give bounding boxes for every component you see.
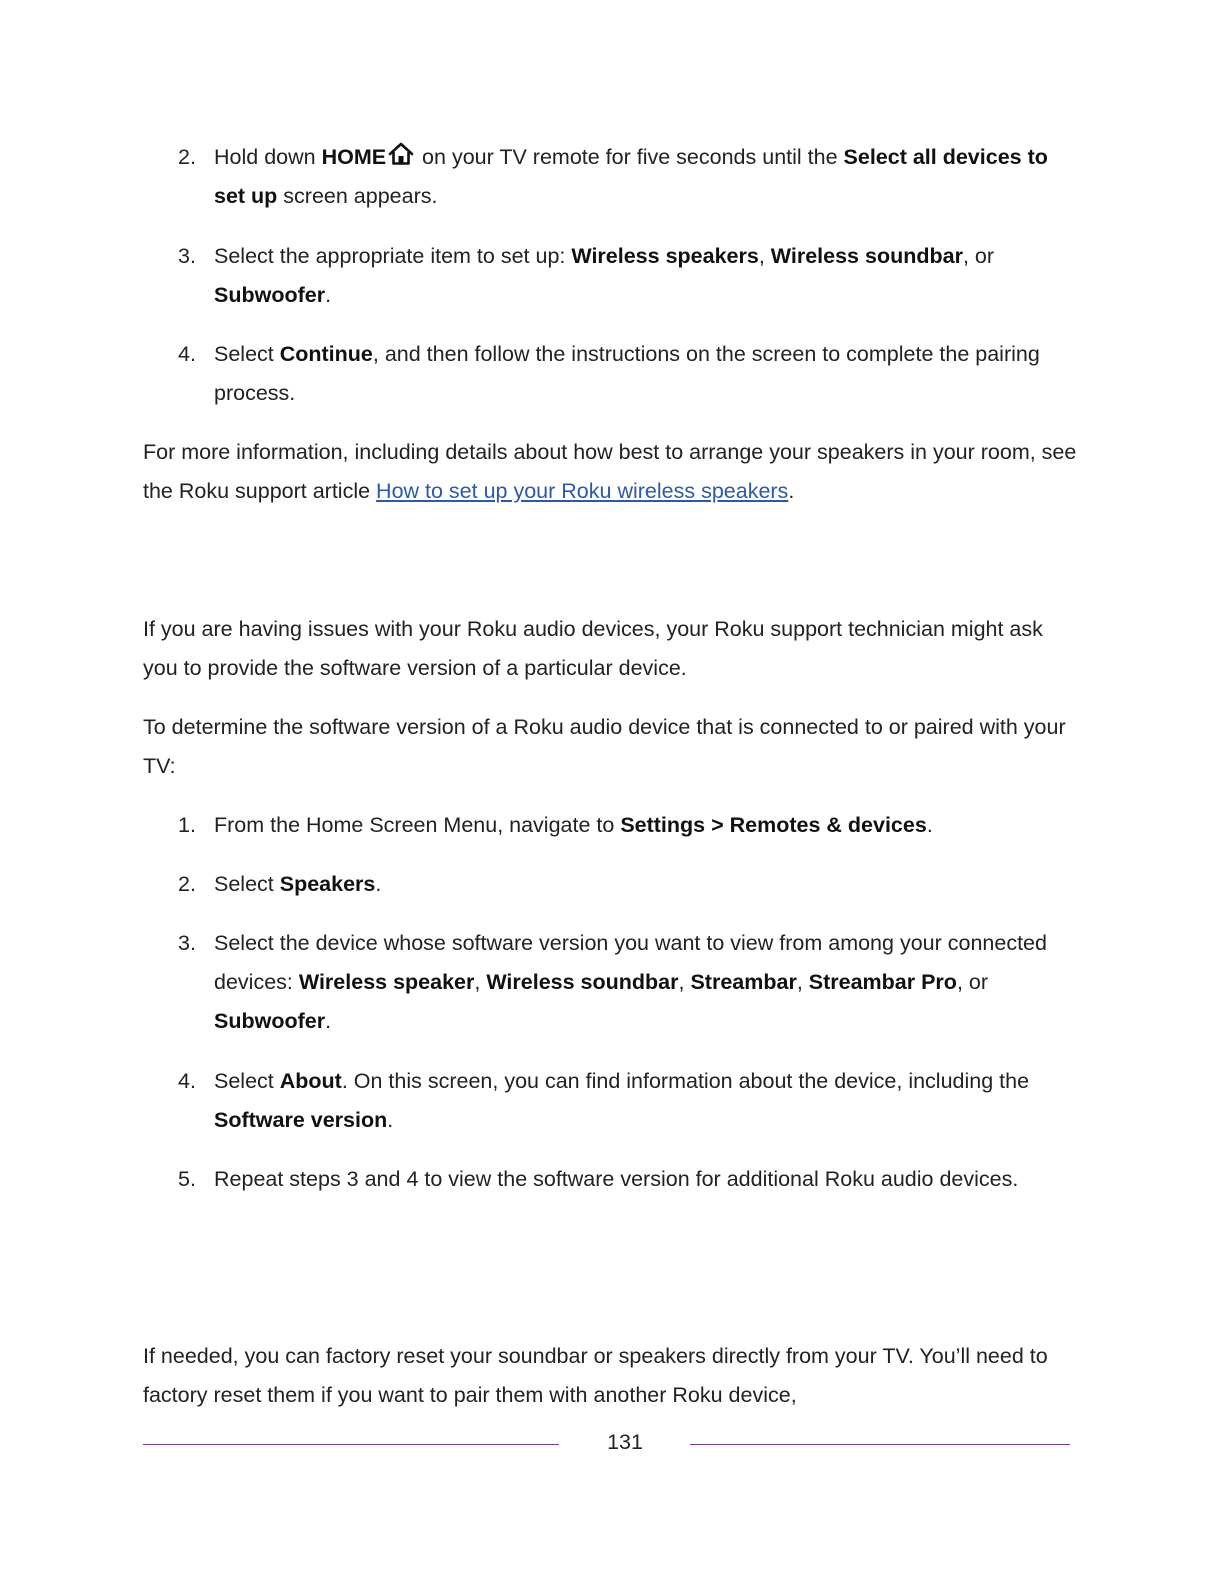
step-text: Select Speakers.	[214, 872, 382, 896]
step-number: 1.	[178, 813, 196, 837]
step-number: 4.	[178, 1069, 196, 1093]
step-text: Select About. On this screen, you can find information about the device, including the Software version.	[214, 1069, 1030, 1132]
step-number: 3.	[178, 244, 196, 268]
issues-paragraph: If you are having issues with your Roku audio devices, your Roku support technician might ask you to provide the software version of a particular device.	[143, 617, 1043, 680]
step-text: Repeat steps 3 and 4 to view the software version for additional Roku audio devices.	[214, 1167, 1019, 1191]
footer-rule-right	[690, 1444, 1070, 1445]
reset-paragraph: If needed, you can factory reset your soundbar or speakers directly from your TV. You’ll need to factory reset them if you want to pair them with another Roku device,	[143, 1344, 1048, 1407]
support-article-link[interactable]: How to set up your Roku wireless speakers	[376, 479, 789, 503]
step-number: 2.	[178, 872, 196, 896]
step-number: 4.	[178, 342, 196, 366]
footer-rule-left	[143, 1444, 559, 1445]
step-text: From the Home Screen Menu, navigate to Settings > Remotes & devices.	[214, 813, 933, 837]
step-number: 2.	[178, 145, 196, 169]
more-info-paragraph: For more information, including details about how best to arrange your speakers in your room, see the Roku support article How to set up your Roku wireless speakers.	[143, 440, 1077, 503]
home-icon	[388, 141, 414, 167]
determine-paragraph: To determine the software version of a Roku audio device that is connected to or paired with your TV:	[143, 715, 1066, 778]
step-number: 5.	[178, 1167, 196, 1191]
step-text: Select Continue, and then follow the instructions on the screen to complete the pairing process.	[214, 342, 1040, 405]
step-number: 3.	[178, 931, 196, 955]
step-text: Select the appropriate item to set up: Wireless speakers, Wireless soundbar, or Subwoofer.	[214, 244, 995, 307]
page-number: 131	[607, 1430, 643, 1454]
step-text: Hold down HOME on your TV remote for five seconds until the Select all devices to set up screen appears.	[214, 138, 1074, 216]
step-text: Select the device whose software version you want to view from among your connected devices: Wireless speaker, Wireless soundbar, Streambar, Streambar Pro, or Subwoofer.	[214, 931, 1047, 1033]
